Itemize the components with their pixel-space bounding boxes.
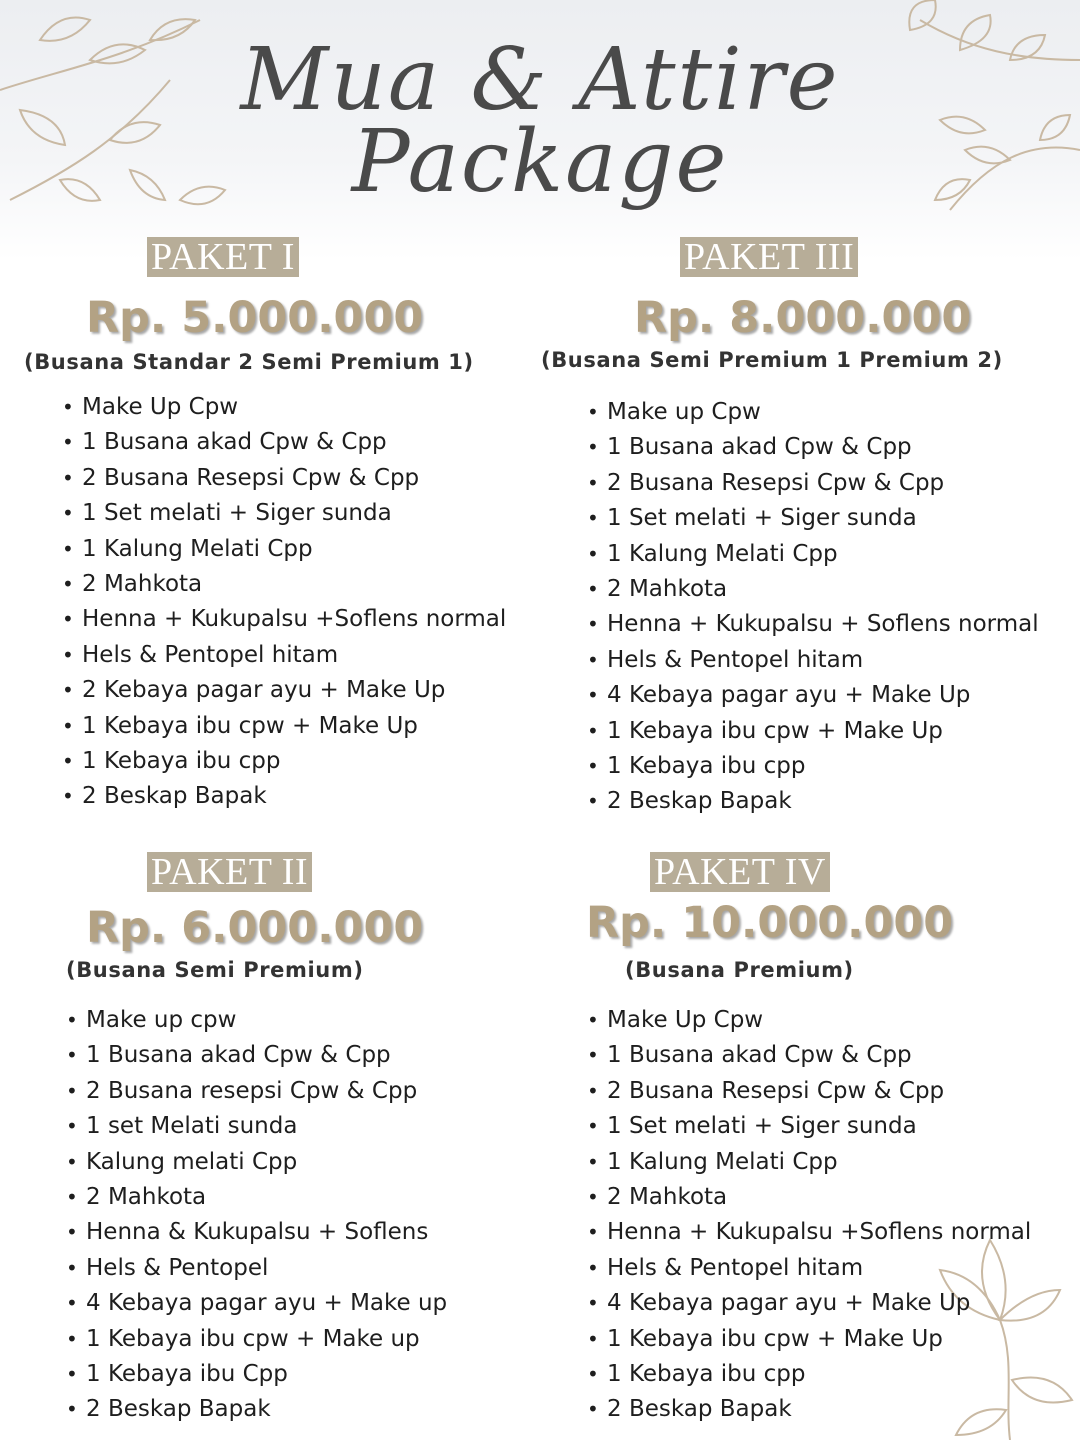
package-label: PAKET I — [147, 237, 299, 277]
list-item: • 1 Kebaya ibu Cpp — [66, 1357, 447, 1392]
package-price: Rp. 10.000.000 — [586, 898, 954, 948]
list-item: • 2 Busana Resepsi Cpw & Cpp — [587, 466, 1039, 501]
list-item: • Make Up Cpw — [62, 390, 506, 425]
list-item: • 2 Mahkota — [62, 567, 506, 602]
list-item: • 2 Mahkota — [66, 1180, 447, 1215]
list-item: • 2 Mahkota — [587, 1180, 1031, 1215]
list-item: • Hels & Pentopel hitam — [587, 643, 1039, 678]
list-item: • Henna + Kukupalsu +Soflens normal — [62, 602, 506, 637]
list-item: • Henna & Kukupalsu + Soflens — [66, 1215, 447, 1250]
list-item: • Henna + Kukupalsu + Soflens normal — [587, 607, 1039, 642]
page-title: Mua & Attire — [240, 30, 840, 130]
package-label: PAKET III — [680, 237, 858, 277]
list-item: • 2 Busana Resepsi Cpw & Cpp — [587, 1074, 1031, 1109]
package-label: PAKET II — [147, 852, 312, 892]
list-item: • 1 Kebaya ibu cpp — [587, 749, 1039, 784]
list-item: • 1 Set melati + Siger sunda — [587, 1109, 1031, 1144]
list-item: • 2 Kebaya pagar ayu + Make Up — [62, 673, 506, 708]
package-item-list — [587, 1003, 1031, 1428]
list-item: • 2 Busana Resepsi Cpw & Cpp — [62, 461, 506, 496]
list-item: • Hels & Pentopel hitam — [587, 1251, 1031, 1286]
package-subtitle: (Busana Semi Premium) — [66, 958, 364, 982]
list-item: • 1 Kebaya ibu cpp — [587, 1357, 1031, 1392]
list-item: • 1 Busana akad Cpw & Cpp — [587, 1038, 1031, 1073]
list-item: • 1 Set melati + Siger sunda — [62, 496, 506, 531]
list-item: • 4 Kebaya pagar ayu + Make Up — [587, 1286, 1031, 1321]
package-price: Rp. 8.000.000 — [634, 293, 972, 343]
list-item: • 2 Beskap Bapak — [587, 1392, 1031, 1427]
list-item: • Make up Cpw — [587, 395, 1039, 430]
list-item: • 1 Kebaya ibu cpw + Make up — [66, 1322, 447, 1357]
package-item-list — [62, 390, 506, 815]
list-item: • 2 Beskap Bapak — [66, 1392, 447, 1427]
package-subtitle: (Busana Semi Premium 1 Premium 2) — [541, 348, 1003, 372]
list-item: • 1 Kebaya ibu cpp — [62, 744, 506, 779]
list-item: • 1 set Melati sunda — [66, 1109, 447, 1144]
list-item: • 4 Kebaya pagar ayu + Make up — [66, 1286, 447, 1321]
list-item: • 1 Kebaya ibu cpw + Make Up — [587, 714, 1039, 749]
list-item: • 2 Busana resepsi Cpw & Cpp — [66, 1074, 447, 1109]
list-item: • Hels & Pentopel — [66, 1251, 447, 1286]
package-price: Rp. 5.000.000 — [86, 293, 424, 343]
list-item: • 1 Busana akad Cpw & Cpp — [66, 1038, 447, 1073]
package-item-list — [66, 1003, 447, 1428]
list-item: • Henna + Kukupalsu +Soflens normal — [587, 1215, 1031, 1250]
package-subtitle: (Busana Premium) — [625, 958, 854, 982]
list-item: • 2 Mahkota — [587, 572, 1039, 607]
list-item: • 1 Busana akad Cpw & Cpp — [62, 425, 506, 460]
list-item: • 1 Kalung Melati Cpp — [587, 1145, 1031, 1180]
list-item: • Make up cpw — [66, 1003, 447, 1038]
list-item: • 1 Kalung Melati Cpp — [62, 532, 506, 567]
list-item: • Kalung melati Cpp — [66, 1145, 447, 1180]
list-item: • 2 Beskap Bapak — [62, 779, 506, 814]
list-item: • Make Up Cpw — [587, 1003, 1031, 1038]
list-item: • 1 Kebaya ibu cpw + Make Up — [587, 1322, 1031, 1357]
list-item: • 2 Beskap Bapak — [587, 784, 1039, 819]
list-item: • 1 Kalung Melati Cpp — [587, 537, 1039, 572]
list-item: • 4 Kebaya pagar ayu + Make Up — [587, 678, 1039, 713]
list-item: • 1 Busana akad Cpw & Cpp — [587, 430, 1039, 465]
page-subtitle: Package — [351, 112, 729, 212]
package-subtitle: (Busana Standar 2 Semi Premium 1) — [24, 350, 474, 374]
list-item: • 1 Kebaya ibu cpw + Make Up — [62, 709, 506, 744]
package-item-list — [587, 395, 1039, 820]
package-label: PAKET IV — [650, 852, 830, 892]
list-item: • 1 Set melati + Siger sunda — [587, 501, 1039, 536]
list-item: • Hels & Pentopel hitam — [62, 638, 506, 673]
package-price: Rp. 6.000.000 — [86, 903, 424, 953]
